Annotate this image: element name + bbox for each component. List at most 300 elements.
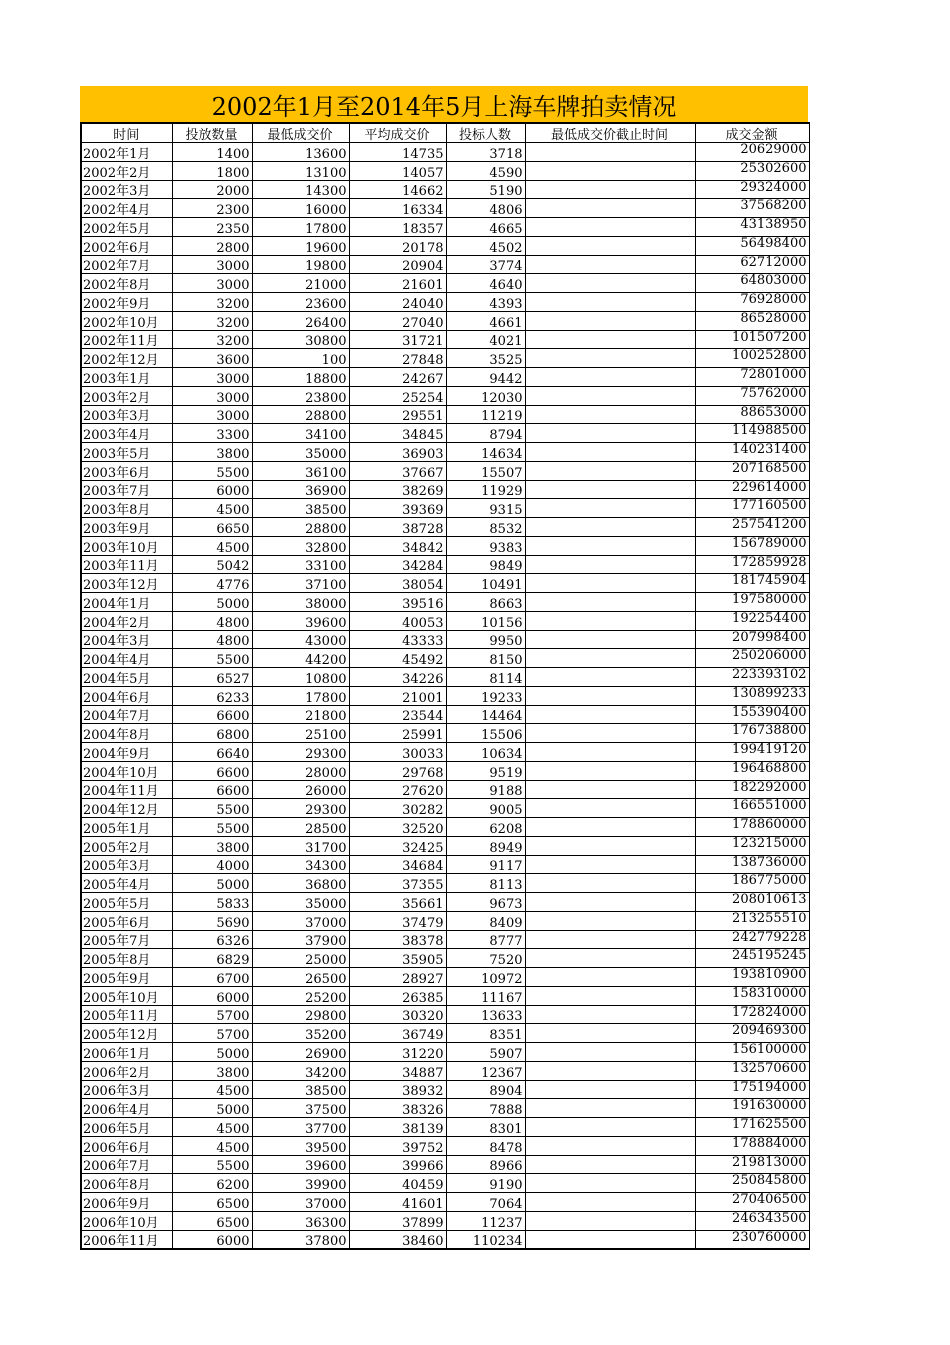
- cell-time[interactable]: 2002年10月: [81, 311, 172, 330]
- cell-min-price-cutoff[interactable]: [525, 930, 695, 949]
- cell-amount[interactable]: 158310000: [695, 986, 809, 1005]
- cell-time[interactable]: 2006年1月: [81, 1043, 172, 1062]
- cell-min-price[interactable]: 31700: [252, 836, 349, 855]
- cell-bidders[interactable]: 8777: [446, 930, 525, 949]
- cell-quantity[interactable]: 6640: [172, 743, 252, 762]
- cell-time[interactable]: 2005年5月: [81, 893, 172, 912]
- cell-quantity[interactable]: 1400: [172, 143, 252, 162]
- cell-min-price-cutoff[interactable]: [525, 1136, 695, 1155]
- cell-quantity[interactable]: 3200: [172, 330, 252, 349]
- cell-avg-price[interactable]: 24040: [349, 293, 446, 312]
- cell-amount[interactable]: 114988500: [695, 424, 809, 443]
- cell-bidders[interactable]: 9950: [446, 630, 525, 649]
- cell-avg-price[interactable]: 38139: [349, 1118, 446, 1137]
- header-min-price[interactable]: 最低成交价: [252, 123, 349, 143]
- cell-min-price[interactable]: 36900: [252, 480, 349, 499]
- cell-min-price-cutoff[interactable]: [525, 1174, 695, 1193]
- cell-bidders[interactable]: 15506: [446, 724, 525, 743]
- cell-min-price-cutoff[interactable]: [525, 161, 695, 180]
- cell-bidders[interactable]: 8949: [446, 836, 525, 855]
- cell-avg-price[interactable]: 31220: [349, 1043, 446, 1062]
- cell-min-price[interactable]: 35200: [252, 1024, 349, 1043]
- cell-min-price[interactable]: 26900: [252, 1043, 349, 1062]
- cell-amount[interactable]: 56498400: [695, 236, 809, 255]
- cell-time[interactable]: 2002年12月: [81, 349, 172, 368]
- cell-min-price-cutoff[interactable]: [525, 143, 695, 162]
- cell-bidders[interactable]: 12367: [446, 1061, 525, 1080]
- cell-time[interactable]: 2003年3月: [81, 405, 172, 424]
- cell-min-price[interactable]: 25200: [252, 986, 349, 1005]
- cell-min-price[interactable]: 19600: [252, 236, 349, 255]
- cell-bidders[interactable]: 4665: [446, 218, 525, 237]
- cell-bidders[interactable]: 8663: [446, 593, 525, 612]
- header-quantity[interactable]: 投放数量: [172, 123, 252, 143]
- cell-quantity[interactable]: 6600: [172, 705, 252, 724]
- cell-min-price[interactable]: 33100: [252, 555, 349, 574]
- cell-bidders[interactable]: 5907: [446, 1043, 525, 1062]
- cell-avg-price[interactable]: 38932: [349, 1080, 446, 1099]
- cell-bidders[interactable]: 9190: [446, 1174, 525, 1193]
- cell-time[interactable]: 2006年7月: [81, 1155, 172, 1174]
- cell-time[interactable]: 2004年6月: [81, 686, 172, 705]
- cell-amount[interactable]: 20629000: [695, 143, 809, 162]
- cell-avg-price[interactable]: 27040: [349, 311, 446, 330]
- cell-avg-price[interactable]: 37899: [349, 1211, 446, 1230]
- cell-min-price-cutoff[interactable]: [525, 574, 695, 593]
- cell-bidders[interactable]: 9188: [446, 780, 525, 799]
- cell-quantity[interactable]: 5700: [172, 1005, 252, 1024]
- cell-quantity[interactable]: 2000: [172, 180, 252, 199]
- cell-amount[interactable]: 213255510: [695, 911, 809, 930]
- cell-min-price[interactable]: 39900: [252, 1174, 349, 1193]
- cell-quantity[interactable]: 5000: [172, 1099, 252, 1118]
- cell-min-price-cutoff[interactable]: [525, 1193, 695, 1212]
- cell-min-price-cutoff[interactable]: [525, 199, 695, 218]
- cell-amount[interactable]: 192254400: [695, 611, 809, 630]
- cell-quantity[interactable]: 6527: [172, 668, 252, 687]
- cell-min-price[interactable]: 28800: [252, 518, 349, 537]
- cell-quantity[interactable]: 6829: [172, 949, 252, 968]
- cell-amount[interactable]: 175194000: [695, 1080, 809, 1099]
- cell-avg-price[interactable]: 21001: [349, 686, 446, 705]
- cell-bidders[interactable]: 9117: [446, 855, 525, 874]
- cell-min-price[interactable]: 26500: [252, 968, 349, 987]
- cell-avg-price[interactable]: 38326: [349, 1099, 446, 1118]
- cell-min-price[interactable]: 37800: [252, 1230, 349, 1249]
- cell-bidders[interactable]: 10972: [446, 968, 525, 987]
- cell-avg-price[interactable]: 38378: [349, 930, 446, 949]
- cell-time[interactable]: 2002年2月: [81, 161, 172, 180]
- cell-avg-price[interactable]: 34226: [349, 668, 446, 687]
- cell-min-price[interactable]: 34200: [252, 1061, 349, 1080]
- cell-min-price-cutoff[interactable]: [525, 949, 695, 968]
- cell-amount[interactable]: 209469300: [695, 1024, 809, 1043]
- cell-quantity[interactable]: 6000: [172, 1230, 252, 1249]
- cell-bidders[interactable]: 8351: [446, 1024, 525, 1043]
- cell-min-price-cutoff[interactable]: [525, 293, 695, 312]
- cell-amount[interactable]: 176738800: [695, 724, 809, 743]
- cell-time[interactable]: 2005年3月: [81, 855, 172, 874]
- cell-min-price-cutoff[interactable]: [525, 911, 695, 930]
- cell-quantity[interactable]: 5500: [172, 818, 252, 837]
- cell-avg-price[interactable]: 20904: [349, 255, 446, 274]
- cell-min-price[interactable]: 39500: [252, 1136, 349, 1155]
- cell-min-price[interactable]: 34300: [252, 855, 349, 874]
- cell-quantity[interactable]: 4500: [172, 536, 252, 555]
- header-amount[interactable]: 成交金额: [695, 123, 809, 143]
- cell-amount[interactable]: 72801000: [695, 368, 809, 387]
- cell-quantity[interactable]: 4500: [172, 499, 252, 518]
- cell-min-price-cutoff[interactable]: [525, 761, 695, 780]
- cell-avg-price[interactable]: 45492: [349, 649, 446, 668]
- cell-quantity[interactable]: 6233: [172, 686, 252, 705]
- cell-bidders[interactable]: 9673: [446, 893, 525, 912]
- cell-min-price-cutoff[interactable]: [525, 611, 695, 630]
- cell-bidders[interactable]: 8113: [446, 874, 525, 893]
- cell-time[interactable]: 2003年4月: [81, 424, 172, 443]
- cell-amount[interactable]: 270406500: [695, 1193, 809, 1212]
- cell-amount[interactable]: 250206000: [695, 649, 809, 668]
- cell-min-price-cutoff[interactable]: [525, 274, 695, 293]
- cell-min-price-cutoff[interactable]: [525, 1024, 695, 1043]
- cell-bidders[interactable]: 5190: [446, 180, 525, 199]
- cell-amount[interactable]: 86528000: [695, 311, 809, 330]
- cell-time[interactable]: 2004年5月: [81, 668, 172, 687]
- cell-min-price-cutoff[interactable]: [525, 1211, 695, 1230]
- cell-avg-price[interactable]: 43333: [349, 630, 446, 649]
- cell-quantity[interactable]: 6800: [172, 724, 252, 743]
- cell-time[interactable]: 2006年9月: [81, 1193, 172, 1212]
- cell-avg-price[interactable]: 34887: [349, 1061, 446, 1080]
- cell-min-price-cutoff[interactable]: [525, 986, 695, 1005]
- cell-min-price[interactable]: 32800: [252, 536, 349, 555]
- cell-min-price-cutoff[interactable]: [525, 180, 695, 199]
- cell-amount[interactable]: 172859928: [695, 555, 809, 574]
- cell-quantity[interactable]: 4500: [172, 1118, 252, 1137]
- cell-bidders[interactable]: 8478: [446, 1136, 525, 1155]
- cell-time[interactable]: 2002年1月: [81, 143, 172, 162]
- cell-quantity[interactable]: 4776: [172, 574, 252, 593]
- cell-avg-price[interactable]: 35905: [349, 949, 446, 968]
- cell-min-price[interactable]: 38000: [252, 593, 349, 612]
- cell-quantity[interactable]: 6500: [172, 1193, 252, 1212]
- cell-avg-price[interactable]: 36903: [349, 443, 446, 462]
- cell-quantity[interactable]: 4000: [172, 855, 252, 874]
- cell-amount[interactable]: 199419120: [695, 743, 809, 762]
- cell-avg-price[interactable]: 39516: [349, 593, 446, 612]
- cell-time[interactable]: 2002年8月: [81, 274, 172, 293]
- cell-min-price[interactable]: 25000: [252, 949, 349, 968]
- cell-time[interactable]: 2005年2月: [81, 836, 172, 855]
- cell-quantity[interactable]: 6326: [172, 930, 252, 949]
- cell-quantity[interactable]: 3800: [172, 836, 252, 855]
- cell-min-price[interactable]: 17800: [252, 686, 349, 705]
- cell-quantity[interactable]: 3200: [172, 293, 252, 312]
- cell-bidders[interactable]: 9519: [446, 761, 525, 780]
- cell-avg-price[interactable]: 29768: [349, 761, 446, 780]
- cell-quantity[interactable]: 4500: [172, 1080, 252, 1099]
- cell-time[interactable]: 2005年7月: [81, 930, 172, 949]
- cell-time[interactable]: 2004年12月: [81, 799, 172, 818]
- cell-quantity[interactable]: 4800: [172, 611, 252, 630]
- cell-quantity[interactable]: 5500: [172, 461, 252, 480]
- cell-bidders[interactable]: 9849: [446, 555, 525, 574]
- cell-min-price-cutoff[interactable]: [525, 236, 695, 255]
- cell-amount[interactable]: 132570600: [695, 1061, 809, 1080]
- cell-time[interactable]: 2006年5月: [81, 1118, 172, 1137]
- cell-quantity[interactable]: 2350: [172, 218, 252, 237]
- cell-avg-price[interactable]: 14662: [349, 180, 446, 199]
- cell-time[interactable]: 2005年6月: [81, 911, 172, 930]
- cell-min-price-cutoff[interactable]: [525, 218, 695, 237]
- cell-avg-price[interactable]: 34684: [349, 855, 446, 874]
- cell-avg-price[interactable]: 38728: [349, 518, 446, 537]
- cell-time[interactable]: 2006年10月: [81, 1211, 172, 1230]
- cell-min-price-cutoff[interactable]: [525, 705, 695, 724]
- cell-min-price[interactable]: 17800: [252, 218, 349, 237]
- cell-min-price[interactable]: 29800: [252, 1005, 349, 1024]
- cell-amount[interactable]: 245195245: [695, 949, 809, 968]
- cell-min-price-cutoff[interactable]: [525, 874, 695, 893]
- cell-amount[interactable]: 182292000: [695, 780, 809, 799]
- cell-bidders[interactable]: 11237: [446, 1211, 525, 1230]
- cell-time[interactable]: 2004年1月: [81, 593, 172, 612]
- cell-time[interactable]: 2003年1月: [81, 368, 172, 387]
- cell-min-price-cutoff[interactable]: [525, 668, 695, 687]
- cell-avg-price[interactable]: 14057: [349, 161, 446, 180]
- cell-avg-price[interactable]: 41601: [349, 1193, 446, 1212]
- cell-amount[interactable]: 177160500: [695, 499, 809, 518]
- cell-quantity[interactable]: 5000: [172, 593, 252, 612]
- cell-avg-price[interactable]: 30033: [349, 743, 446, 762]
- cell-amount[interactable]: 75762000: [695, 386, 809, 405]
- cell-time[interactable]: 2006年2月: [81, 1061, 172, 1080]
- cell-amount[interactable]: 193810900: [695, 968, 809, 987]
- cell-bidders[interactable]: 10491: [446, 574, 525, 593]
- cell-bidders[interactable]: 6208: [446, 818, 525, 837]
- cell-amount[interactable]: 186775000: [695, 874, 809, 893]
- cell-min-price-cutoff[interactable]: [525, 330, 695, 349]
- cell-amount[interactable]: 219813000: [695, 1155, 809, 1174]
- cell-time[interactable]: 2003年7月: [81, 480, 172, 499]
- cell-min-price-cutoff[interactable]: [525, 349, 695, 368]
- cell-quantity[interactable]: 3300: [172, 424, 252, 443]
- cell-min-price[interactable]: 21800: [252, 705, 349, 724]
- cell-min-price-cutoff[interactable]: [525, 1080, 695, 1099]
- cell-amount[interactable]: 197580000: [695, 593, 809, 612]
- cell-bidders[interactable]: 14464: [446, 705, 525, 724]
- cell-time[interactable]: 2003年2月: [81, 386, 172, 405]
- cell-avg-price[interactable]: 34284: [349, 555, 446, 574]
- cell-bidders[interactable]: 110234: [446, 1230, 525, 1249]
- cell-avg-price[interactable]: 21601: [349, 274, 446, 293]
- cell-bidders[interactable]: 9383: [446, 536, 525, 555]
- cell-amount[interactable]: 64803000: [695, 274, 809, 293]
- cell-amount[interactable]: 25302600: [695, 161, 809, 180]
- cell-min-price[interactable]: 36800: [252, 874, 349, 893]
- cell-time[interactable]: 2004年11月: [81, 780, 172, 799]
- cell-avg-price[interactable]: 25254: [349, 386, 446, 405]
- cell-amount[interactable]: 138736000: [695, 855, 809, 874]
- cell-quantity[interactable]: 6200: [172, 1174, 252, 1193]
- cell-min-price[interactable]: 13600: [252, 143, 349, 162]
- cell-min-price-cutoff[interactable]: [525, 255, 695, 274]
- cell-amount[interactable]: 207998400: [695, 630, 809, 649]
- cell-min-price-cutoff[interactable]: [525, 743, 695, 762]
- cell-avg-price[interactable]: 25991: [349, 724, 446, 743]
- cell-min-price[interactable]: 28800: [252, 405, 349, 424]
- cell-bidders[interactable]: 4806: [446, 199, 525, 218]
- cell-min-price-cutoff[interactable]: [525, 780, 695, 799]
- cell-min-price-cutoff[interactable]: [525, 968, 695, 987]
- cell-time[interactable]: 2003年5月: [81, 443, 172, 462]
- cell-min-price[interactable]: 23600: [252, 293, 349, 312]
- cell-avg-price[interactable]: 29551: [349, 405, 446, 424]
- cell-avg-price[interactable]: 37479: [349, 911, 446, 930]
- cell-avg-price[interactable]: 28927: [349, 968, 446, 987]
- cell-bidders[interactable]: 13633: [446, 1005, 525, 1024]
- cell-avg-price[interactable]: 34845: [349, 424, 446, 443]
- cell-min-price-cutoff[interactable]: [525, 1099, 695, 1118]
- cell-amount[interactable]: 172824000: [695, 1005, 809, 1024]
- cell-time[interactable]: 2004年2月: [81, 611, 172, 630]
- cell-min-price-cutoff[interactable]: [525, 405, 695, 424]
- cell-amount[interactable]: 181745904: [695, 574, 809, 593]
- cell-min-price-cutoff[interactable]: [525, 499, 695, 518]
- cell-min-price-cutoff[interactable]: [525, 461, 695, 480]
- cell-quantity[interactable]: 6500: [172, 1211, 252, 1230]
- cell-bidders[interactable]: 14634: [446, 443, 525, 462]
- cell-min-price[interactable]: 18800: [252, 368, 349, 387]
- cell-avg-price[interactable]: 37667: [349, 461, 446, 480]
- cell-bidders[interactable]: 11929: [446, 480, 525, 499]
- cell-time[interactable]: 2005年1月: [81, 818, 172, 837]
- cell-amount[interactable]: 207168500: [695, 461, 809, 480]
- cell-min-price[interactable]: 25100: [252, 724, 349, 743]
- cell-bidders[interactable]: 3718: [446, 143, 525, 162]
- cell-bidders[interactable]: 4640: [446, 274, 525, 293]
- cell-bidders[interactable]: 4661: [446, 311, 525, 330]
- cell-bidders[interactable]: 8114: [446, 668, 525, 687]
- cell-bidders[interactable]: 12030: [446, 386, 525, 405]
- cell-time[interactable]: 2003年10月: [81, 536, 172, 555]
- cell-min-price[interactable]: 35000: [252, 443, 349, 462]
- cell-quantity[interactable]: 6600: [172, 780, 252, 799]
- cell-amount[interactable]: 43138950: [695, 218, 809, 237]
- cell-min-price[interactable]: 44200: [252, 649, 349, 668]
- cell-time[interactable]: 2005年11月: [81, 1005, 172, 1024]
- cell-amount[interactable]: 156789000: [695, 536, 809, 555]
- cell-amount[interactable]: 230760000: [695, 1230, 809, 1249]
- cell-min-price[interactable]: 21000: [252, 274, 349, 293]
- cell-time[interactable]: 2005年12月: [81, 1024, 172, 1043]
- cell-time[interactable]: 2002年7月: [81, 255, 172, 274]
- cell-amount[interactable]: 178860000: [695, 818, 809, 837]
- cell-time[interactable]: 2005年9月: [81, 968, 172, 987]
- cell-min-price[interactable]: 38500: [252, 499, 349, 518]
- cell-time[interactable]: 2006年11月: [81, 1230, 172, 1249]
- cell-min-price[interactable]: 16000: [252, 199, 349, 218]
- cell-min-price[interactable]: 39600: [252, 1155, 349, 1174]
- cell-min-price-cutoff[interactable]: [525, 443, 695, 462]
- cell-avg-price[interactable]: 20178: [349, 236, 446, 255]
- cell-amount[interactable]: 123215000: [695, 836, 809, 855]
- cell-avg-price[interactable]: 38460: [349, 1230, 446, 1249]
- cell-min-price[interactable]: 38500: [252, 1080, 349, 1099]
- cell-amount[interactable]: 196468800: [695, 761, 809, 780]
- cell-avg-price[interactable]: 23544: [349, 705, 446, 724]
- cell-avg-price[interactable]: 30282: [349, 799, 446, 818]
- cell-quantity[interactable]: 4800: [172, 630, 252, 649]
- cell-quantity[interactable]: 5833: [172, 893, 252, 912]
- cell-bidders[interactable]: 4021: [446, 330, 525, 349]
- cell-avg-price[interactable]: 16334: [349, 199, 446, 218]
- cell-avg-price[interactable]: 38054: [349, 574, 446, 593]
- cell-amount[interactable]: 229614000: [695, 480, 809, 499]
- cell-avg-price[interactable]: 24267: [349, 368, 446, 387]
- cell-amount[interactable]: 130899233: [695, 686, 809, 705]
- cell-time[interactable]: 2006年3月: [81, 1080, 172, 1099]
- cell-quantity[interactable]: 6600: [172, 761, 252, 780]
- cell-time[interactable]: 2004年7月: [81, 705, 172, 724]
- cell-bidders[interactable]: 9442: [446, 368, 525, 387]
- cell-bidders[interactable]: 19233: [446, 686, 525, 705]
- cell-amount[interactable]: 250845800: [695, 1174, 809, 1193]
- cell-time[interactable]: 2005年4月: [81, 874, 172, 893]
- cell-quantity[interactable]: 3000: [172, 255, 252, 274]
- cell-bidders[interactable]: 8301: [446, 1118, 525, 1137]
- cell-min-price[interactable]: 35000: [252, 893, 349, 912]
- cell-amount[interactable]: 100252800: [695, 349, 809, 368]
- cell-avg-price[interactable]: 40459: [349, 1174, 446, 1193]
- cell-bidders[interactable]: 11219: [446, 405, 525, 424]
- cell-amount[interactable]: 37568200: [695, 199, 809, 218]
- cell-quantity[interactable]: 5000: [172, 1043, 252, 1062]
- cell-amount[interactable]: 171625500: [695, 1118, 809, 1137]
- cell-quantity[interactable]: 5000: [172, 874, 252, 893]
- cell-time[interactable]: 2004年9月: [81, 743, 172, 762]
- cell-bidders[interactable]: 15507: [446, 461, 525, 480]
- cell-quantity[interactable]: 3800: [172, 1061, 252, 1080]
- cell-bidders[interactable]: 9315: [446, 499, 525, 518]
- cell-min-price[interactable]: 34100: [252, 424, 349, 443]
- cell-amount[interactable]: 166551000: [695, 799, 809, 818]
- cell-min-price-cutoff[interactable]: [525, 649, 695, 668]
- cell-min-price[interactable]: 37000: [252, 1193, 349, 1212]
- cell-bidders[interactable]: 8409: [446, 911, 525, 930]
- cell-min-price-cutoff[interactable]: [525, 1043, 695, 1062]
- cell-min-price[interactable]: 37000: [252, 911, 349, 930]
- cell-quantity[interactable]: 3600: [172, 349, 252, 368]
- cell-bidders[interactable]: 8904: [446, 1080, 525, 1099]
- cell-amount[interactable]: 208010613: [695, 893, 809, 912]
- cell-time[interactable]: 2006年8月: [81, 1174, 172, 1193]
- header-bidders[interactable]: 投标人数: [446, 123, 525, 143]
- cell-quantity[interactable]: 3800: [172, 443, 252, 462]
- cell-time[interactable]: 2002年3月: [81, 180, 172, 199]
- cell-min-price-cutoff[interactable]: [525, 311, 695, 330]
- cell-time[interactable]: 2002年11月: [81, 330, 172, 349]
- cell-min-price[interactable]: 30800: [252, 330, 349, 349]
- cell-time[interactable]: 2005年10月: [81, 986, 172, 1005]
- cell-time[interactable]: 2003年11月: [81, 555, 172, 574]
- cell-min-price[interactable]: 37700: [252, 1118, 349, 1137]
- cell-avg-price[interactable]: 36749: [349, 1024, 446, 1043]
- cell-quantity[interactable]: 1800: [172, 161, 252, 180]
- cell-amount[interactable]: 155390400: [695, 705, 809, 724]
- cell-time[interactable]: 2006年4月: [81, 1099, 172, 1118]
- cell-quantity[interactable]: 3200: [172, 311, 252, 330]
